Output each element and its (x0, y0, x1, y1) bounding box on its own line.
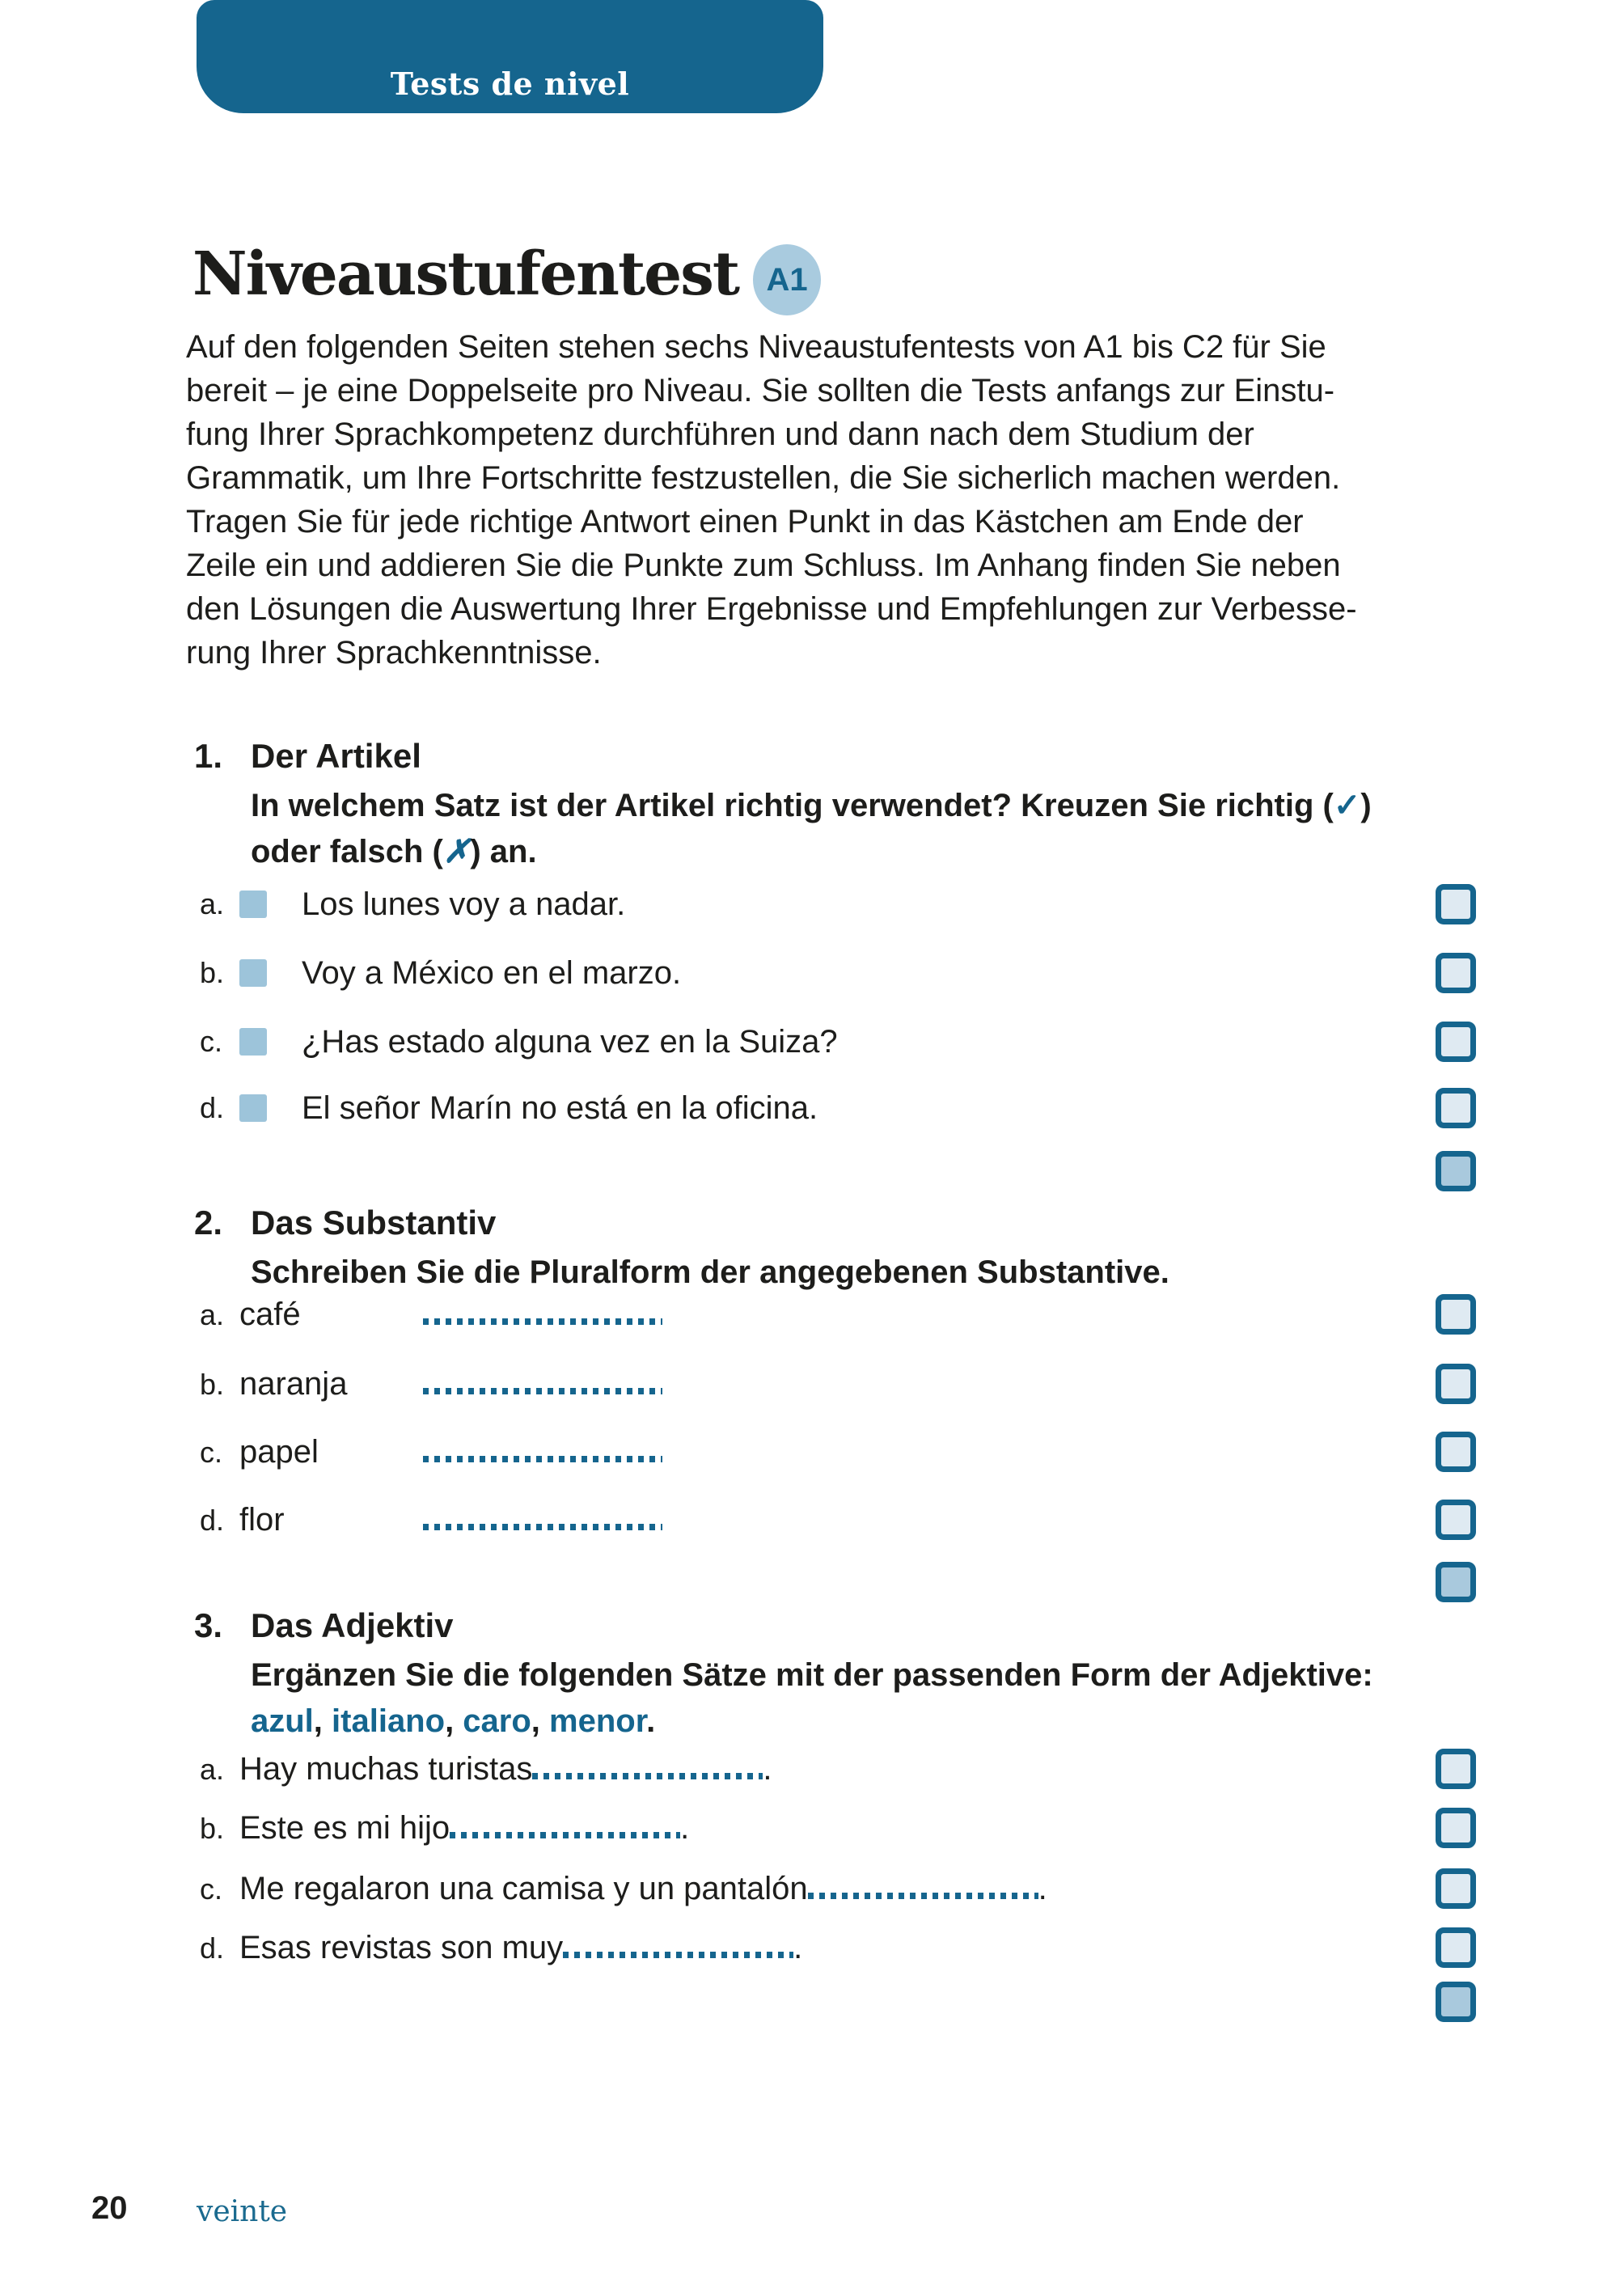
s2-item-a (186, 1294, 1480, 1335)
item-sentence: Los lunes voy a nadar. (302, 886, 626, 922)
answer-square[interactable] (239, 959, 267, 987)
answer-dotted-line[interactable] (423, 1456, 662, 1462)
intro-line: bereit – je eine Doppelseite pro Niveau. Sie sollten die Tests anfangs zur Einstu- (186, 373, 1335, 408)
score-checkbox[interactable] (1436, 1022, 1476, 1062)
item-word: papel (239, 1434, 319, 1470)
score-checkbox[interactable] (1436, 953, 1476, 993)
answer-dotted-line[interactable] (423, 1524, 662, 1530)
item-letter: b. (200, 1812, 225, 1845)
s3-item-b (186, 1808, 1480, 1848)
item-letter: a. (200, 1753, 225, 1786)
separator: , (313, 1703, 332, 1739)
section-title: Das Adjektiv (251, 1606, 454, 1644)
sentence-end: . (793, 1930, 803, 1965)
section-3-sum-checkbox[interactable] (1436, 1982, 1476, 2022)
adjective: caro (463, 1703, 531, 1739)
sentence-end: . (680, 1810, 690, 1846)
s3-item-d (186, 1927, 1480, 1968)
item-word: naranja (239, 1366, 348, 1402)
sentence-end: . (763, 1751, 772, 1787)
page-number: 20 (91, 2190, 128, 2226)
s2-item-b (186, 1364, 1480, 1404)
instruction-line (251, 783, 1480, 829)
level-badge: A1 (753, 244, 821, 315)
item-letter: c. (200, 1872, 223, 1906)
item-sentence: ¿Has estado alguna vez en la Suiza? (302, 1023, 838, 1060)
section-number: 2. (194, 1204, 223, 1242)
s1-item-c (186, 1022, 1480, 1062)
item-letter: c. (200, 1025, 223, 1058)
section-title: Das Substantiv (251, 1204, 497, 1242)
s2-item-d (186, 1500, 1480, 1540)
terminator: . (646, 1703, 656, 1739)
answer-dotted-line[interactable] (423, 1388, 662, 1394)
item-letter: d. (200, 1504, 225, 1537)
answer-square[interactable] (239, 1028, 267, 1056)
intro-line: den Lösungen die Auswertung Ihrer Ergebnisse und Empfehlungen zur Verbesse- (186, 591, 1357, 627)
answer-square[interactable] (239, 1094, 267, 1122)
instruction-line (251, 1652, 1480, 1699)
separator: , (445, 1703, 463, 1739)
item-sentence: Hay muchas turistas (239, 1751, 533, 1787)
item-letter: a. (200, 1298, 225, 1331)
s1-item-a (186, 884, 1480, 924)
section-number: 1. (194, 737, 223, 775)
section-1-heading (194, 736, 421, 776)
sentence-end: . (1038, 1871, 1047, 1906)
section-2-instruction (251, 1250, 1480, 1296)
item-letter: d. (200, 1931, 225, 1965)
instruction-text: In welchem Satz ist der Artikel richtig verwendet? Kreuzen Sie richtig ( (251, 788, 1334, 823)
instruction-text: ) an. (470, 834, 537, 869)
section-3-instruction (251, 1652, 1480, 1745)
score-checkbox[interactable] (1436, 1868, 1476, 1909)
score-checkbox[interactable] (1436, 1364, 1476, 1404)
item-sentence: Este es mi hijo (239, 1810, 450, 1846)
item-word: café (239, 1297, 301, 1332)
score-checkbox[interactable] (1436, 1808, 1476, 1848)
s1-item-d (186, 1088, 1480, 1128)
item-sentence: Esas revistas son muy (239, 1930, 564, 1965)
page-title-row (192, 233, 821, 315)
section-2-sum-checkbox[interactable] (1436, 1562, 1476, 1602)
chapter-tab-label: Tests de nivel (390, 66, 630, 102)
intro-line: Zeile ein und addieren Sie die Punkte zum Schluss. Im Anhang finden Sie neben (186, 548, 1341, 583)
score-checkbox[interactable] (1436, 1927, 1476, 1968)
section-3-heading (194, 1606, 454, 1646)
item-sentence: El señor Marín no está en la oficina. (302, 1089, 818, 1126)
score-checkbox[interactable] (1436, 1432, 1476, 1472)
intro-line: Tragen Sie für jede richtige Antwort einen Punkt in das Kästchen am Ende der (186, 504, 1304, 539)
answer-dotted-line[interactable] (808, 1893, 1038, 1899)
score-checkbox[interactable] (1436, 1500, 1476, 1540)
instruction-text: ) (1360, 788, 1372, 823)
item-letter: d. (200, 1091, 225, 1124)
answer-dotted-line[interactable] (563, 1952, 793, 1958)
answer-square[interactable] (239, 891, 267, 918)
intro-line: fung Ihrer Sprachkompetenz durchführen und dann nach dem Studium der (186, 417, 1254, 452)
instruction-text: oder falsch ( (251, 834, 443, 869)
section-title: Der Artikel (251, 737, 421, 775)
adjective: azul (251, 1703, 314, 1739)
item-letter: b. (200, 956, 225, 989)
s3-item-c (186, 1868, 1480, 1909)
intro-line: rung Ihrer Sprachkenntnisse. (186, 635, 602, 671)
adjective-list-line (251, 1699, 1480, 1745)
cross-icon: ✗ (442, 834, 471, 869)
score-checkbox[interactable] (1436, 1294, 1476, 1335)
score-checkbox[interactable] (1436, 1749, 1476, 1789)
instruction-line (251, 829, 1480, 875)
adjective: menor (549, 1703, 647, 1739)
instruction-text: Schreiben Sie die Pluralform der angegebenen Substantive. (251, 1254, 1169, 1290)
section-1-instruction (251, 783, 1480, 875)
chapter-tab (197, 0, 823, 113)
item-letter: c. (200, 1436, 223, 1469)
item-word: flor (239, 1502, 285, 1538)
score-checkbox[interactable] (1436, 884, 1476, 924)
item-sentence: Me regalaron una camisa y un pantalón (239, 1871, 808, 1906)
s1-item-b (186, 953, 1480, 993)
item-letter: b. (200, 1368, 225, 1401)
item-sentence: Voy a México en el marzo. (302, 954, 682, 991)
section-2-heading (194, 1203, 496, 1243)
s3-item-a (186, 1749, 1480, 1789)
answer-dotted-line[interactable] (532, 1773, 763, 1779)
intro-line: Grammatik, um Ihre Fortschritte festzustellen, die Sie sicherlich machen werden. (186, 460, 1341, 496)
page-number-word: veinte (197, 2195, 288, 2228)
answer-dotted-line[interactable] (423, 1318, 662, 1325)
section-1-sum-checkbox[interactable] (1436, 1151, 1476, 1191)
s2-item-c (186, 1432, 1480, 1472)
score-checkbox[interactable] (1436, 1088, 1476, 1128)
checkmark-icon: ✓ (1333, 788, 1361, 823)
intro-line: Auf den folgenden Seiten stehen sechs Niveaustufentests von A1 bis C2 für Sie (186, 329, 1326, 365)
section-number: 3. (194, 1606, 223, 1644)
answer-dotted-line[interactable] (450, 1832, 680, 1838)
item-letter: a. (200, 887, 225, 920)
adjective: italiano (332, 1703, 446, 1739)
page-title: Niveaustufentest (192, 239, 739, 309)
instruction-text: Ergänzen Sie die folgenden Sätze mit der passenden Form der Adjektive: (251, 1657, 1373, 1693)
intro-paragraph (186, 325, 1472, 675)
separator: , (531, 1703, 550, 1739)
